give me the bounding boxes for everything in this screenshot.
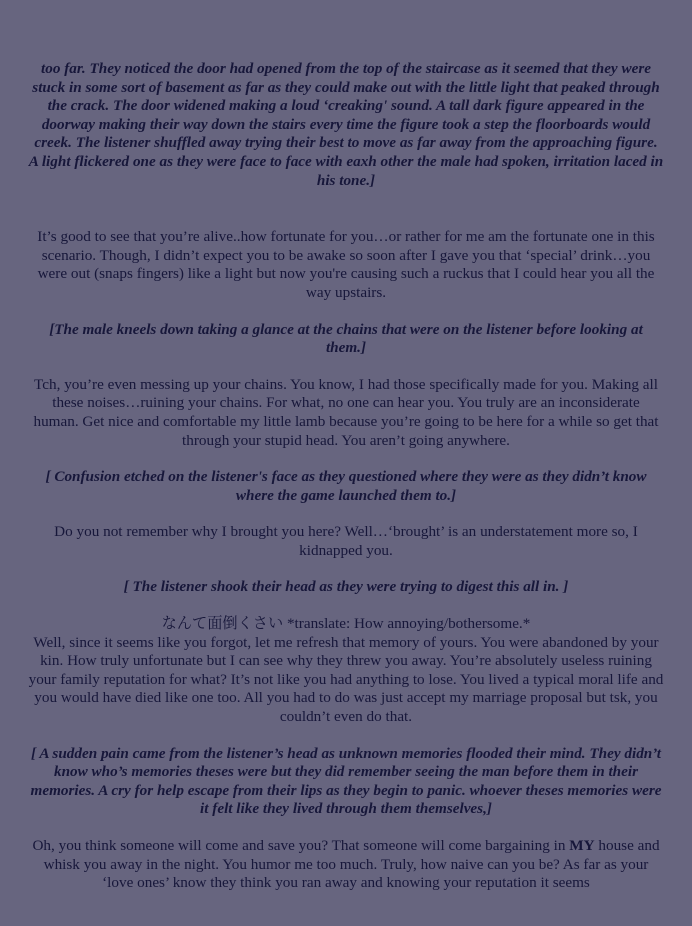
paragraph-spacer	[28, 505, 664, 523]
action-paragraph-4: [ The listener shook their head as they were trying to digest this all in. ]	[123, 578, 569, 596]
dialogue-body: Well, since it seems like you forgot, let me refresh that memory of yours. You were abandoned by your kin. How truly unfortunate but I can see why they threw you away. You’re absolutely useless ruining your family reputation for what? It’s not like you had anything to lose. You lived a typical moral life and you would have died like one too. All you had to do was just accept my marriage proposal but tsk, you couldn’t even do that.	[28, 633, 664, 726]
japanese-line-with-translation: なんて面倒くさい *translate: How annoying/bothersome.*	[161, 615, 531, 633]
dialogue-paragraph-5	[28, 837, 664, 893]
dialogue-paragraph-1: It’s good to see that you’re alive..how fortunate for you…or rather for me am the fortunate one in this scenario. Though, I didn’t expect you to be awake so soon after I gave you that ‘special’ drink…you were out (snaps fingers) like a light but now you're causing such a ruckus that I could hear you all the way upstairs.	[37, 228, 655, 301]
paragraph-spacer	[28, 597, 664, 615]
paragraph-spacer	[28, 450, 664, 468]
action-paragraph-3: [ Confusion etched on the listener's face as they questioned where they were as they didn’t know where the game launched them to.]	[45, 468, 647, 504]
dialogue-text-start: Oh, you think someone will come and save you? That someone will come bargaining in	[32, 837, 570, 854]
paragraph-spacer	[28, 819, 664, 837]
dialogue-paragraph-4	[28, 615, 664, 727]
paragraph-spacer	[28, 190, 664, 228]
dialogue-text-end: house and whisk you away in the night. You humor me too much. Truly, how naive can you be? As far as your ‘love ones’ know they think you ran away and knowing your reputation it seems	[43, 837, 660, 892]
action-paragraph-2: [The male kneels down taking a glance at the chains that were on the listener before looking at them.]	[49, 320, 643, 357]
paragraph-spacer	[28, 358, 664, 376]
dialogue-paragraph-3: Do you not remember why I brought you here? Well…‘brought’ is an understatement more so, I kidnapped you.	[54, 523, 638, 559]
paragraph-spacer	[28, 727, 664, 745]
paragraph-spacer	[28, 303, 664, 321]
emphasized-word: MY	[569, 837, 595, 854]
dialogue-paragraph-2: Tch, you’re even messing up your chains. You know, I had those specifically made for you. Making all these noises…ruining your chains. For what, no one can hear you. You truly are an inconsiderate human. Get nice and comfortable my little lamb because you’re going to be here for a while so get that through your stupid head. You aren’t going anywhere.	[33, 375, 659, 449]
action-paragraph-1: too far. They noticed the door had opened from the top of the staircase as it seemed that they were stuck in some sort of basement as far as they could make out with the little light that peaked through the crack. The door widened making a loud ‘creaking' sound. A tall dark figure appeared in the doorway making their way down the stairs every time the figure took a step the floorboards would creek. The listener shuffled away trying their best to move as far away from the approaching figure. A light flickered one as they were face to face with eaxh other the male had spoken, irritation laced in his tone.]	[28, 60, 664, 189]
paragraph-spacer	[28, 560, 664, 578]
action-paragraph-5: [ A sudden pain came from the listener’s head as unknown memories flooded their mind. They didn’t know who’s memories theses were but they did remember seeing the man before them in their memories. A cry for help escape from their lips as they begin to panic. whoever theses memories were it felt like they lived through them themselves,]	[30, 744, 662, 818]
